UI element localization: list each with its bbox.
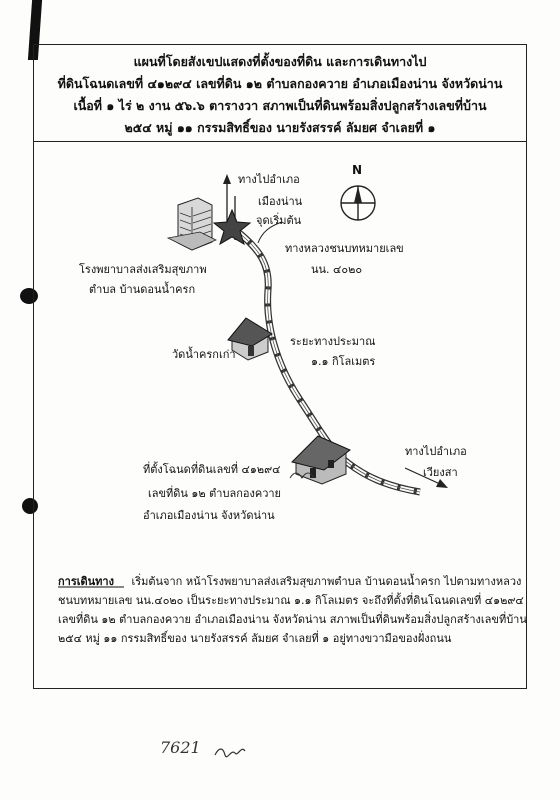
compass-north-label: N [352, 163, 363, 177]
directions-text [58, 572, 527, 648]
label-land-1: ที่ตั้งโฉนดที่ดินเลขที่ ๔๑๒๙๔ [143, 463, 281, 476]
handwritten-mark [215, 749, 245, 757]
directions-line-4: ๒๕๔ หมู่ ๑๑ กรรมสิทธิ์ของ นายรังสรรค์ ลัมยศ จำเลยที่ ๑ อยู่ทางขวามือของฝั่งถนน [58, 632, 452, 645]
label-start-point: จุดเริ่มต้น [256, 214, 302, 227]
label-to-wiangsa-2: เวียงสา [423, 466, 458, 479]
label-distance-2: ๑.๑ กิโลเมตร [311, 355, 376, 368]
label-land-2: เลขที่ดิน ๑๒ ตำบลกองควาย [148, 487, 281, 500]
header-line-3: เนื้อที่ ๑ ไร่ ๒ งาน ๕๖.๖ ตารางวา สภาพเป็นที่ดินพร้อมสิ่งปลูกสร้างเลขที่บ้าน [73, 98, 487, 113]
directions-line-1: เริ่มต้นจาก หน้าโรงพยาบาลส่งเสริมสุขภาพตำบล บ้านดอนน้ำครก ไปตามทางหลวง [131, 575, 522, 588]
land-house-icon [290, 436, 350, 484]
label-hospital-1: โรงพยาบาลส่งเสริมสุขภาพ [79, 263, 207, 276]
hospital-building-icon [168, 198, 216, 250]
directions-title: การเดินทาง [58, 575, 114, 588]
directions-line-2: ชนบทหมายเลข นน.๔๐๒๐ เป็นระยะทางประมาณ ๑.๑ กิโลเมตร จะถึงที่ตั้งที่ดินโฉนดเลขที่ ๔๑๒๙๔ [58, 594, 524, 607]
compass-icon [341, 186, 375, 220]
label-land-3: อำเภอเมืองน่าน จังหวัดน่าน [143, 509, 275, 522]
directions-line-3: เลขที่ดิน ๑๒ ตำบลกองควาย อำเภอเมืองน่าน จังหวัดน่าน สภาพเป็นที่ดินพร้อมสิ่งปลูกสร้างเลขที่บ้าน [58, 613, 527, 626]
label-to-city-2: เมืองน่าน [258, 195, 303, 208]
label-highway-2: นน. ๔๐๒๐ [311, 263, 363, 276]
handwritten-number: 7621 [160, 738, 201, 757]
label-to-wiangsa-1: ทางไปอำเภอ [405, 445, 467, 458]
label-highway-1: ทางหลวงชนบทหมายเลข [285, 242, 404, 255]
label-distance-1: ระยะทางประมาณ [290, 335, 376, 348]
label-hospital-2: ตำบล บ้านดอนน้ำครก [89, 283, 196, 296]
header-line-1: แผนที่โดยสังเขปแสดงที่ตั้งของที่ดิน และการเดินทางไป [133, 54, 427, 69]
label-to-city-1: ทางไปอำเภอ [238, 173, 300, 186]
header-line-4: ๒๕๔ หมู่ ๑๑ กรรมสิทธิ์ของ นายรังสรรค์ ลัมยศ จำเลยที่ ๑ [124, 120, 436, 135]
header-line-2: ที่ดินโฉนดเลขที่ ๔๑๒๙๔ เลขที่ดิน ๑๒ ตำบลกองควาย อำเภอเมืองน่าน จังหวัดน่าน [57, 76, 503, 91]
label-temple: วัดน้ำครกเก่า [172, 348, 236, 361]
